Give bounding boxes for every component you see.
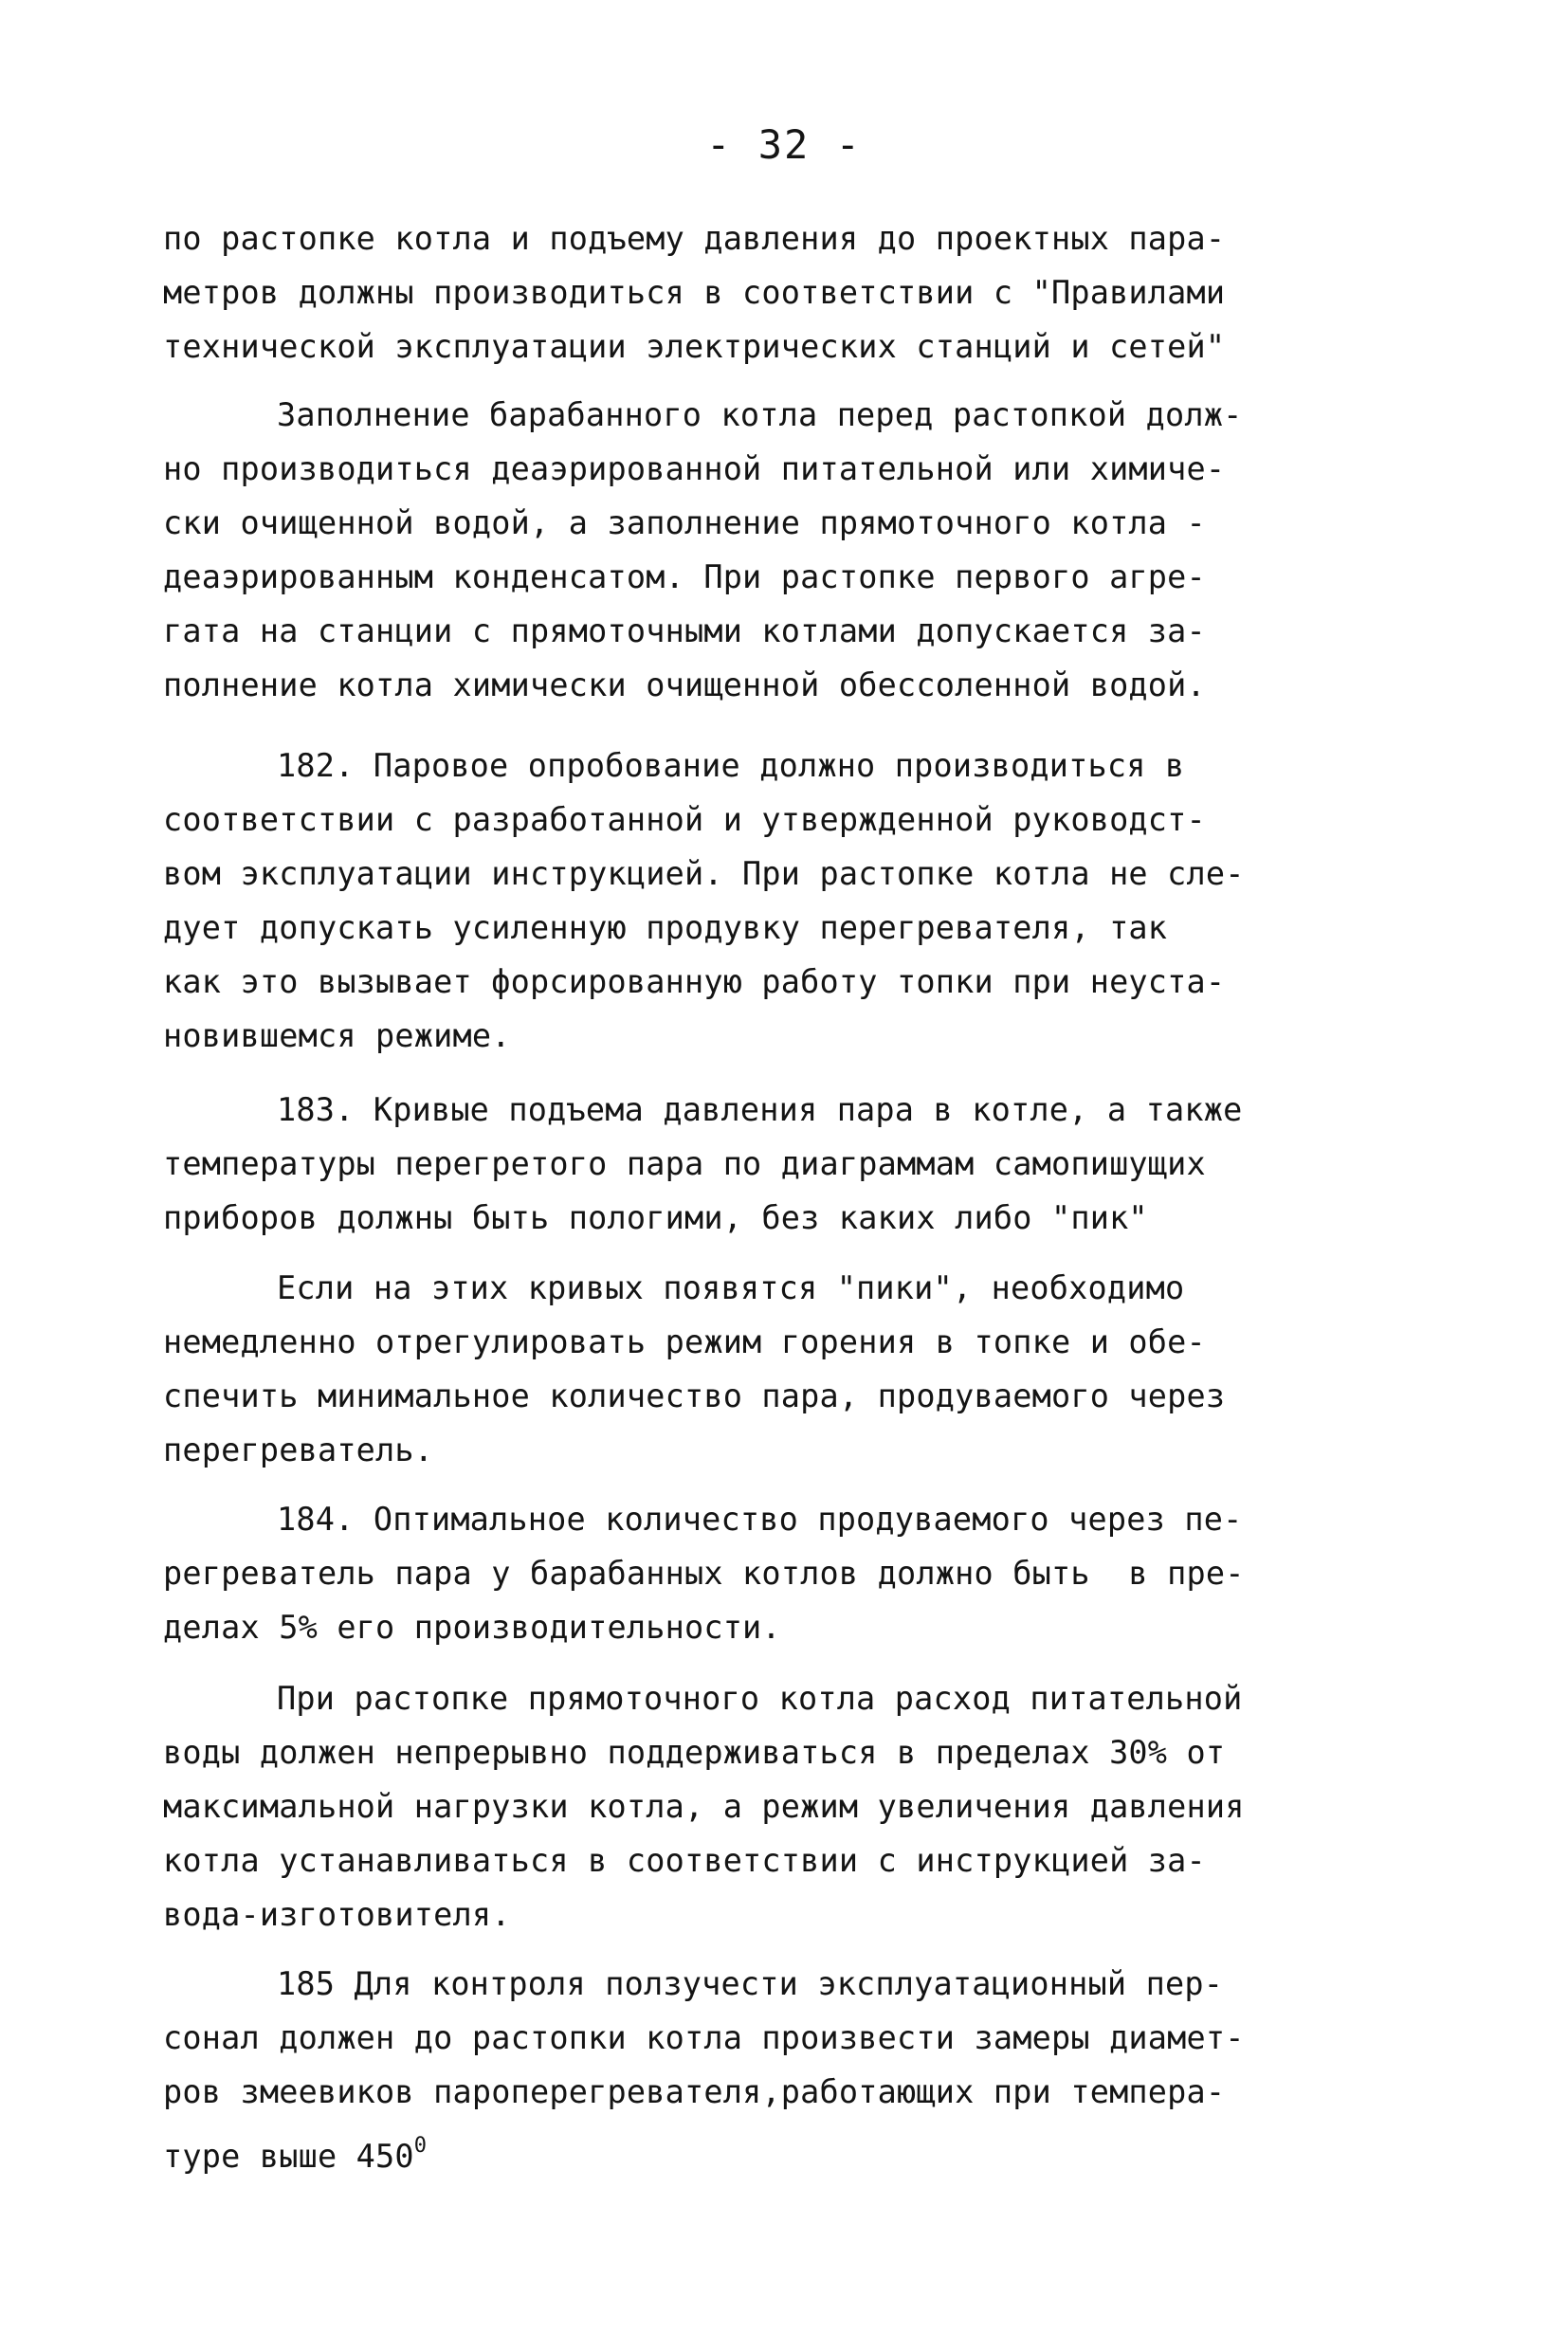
text-line: немедленно отрегулировать режим горения в топке и обе-	[163, 1323, 1206, 1360]
text-line: 183. Кривые подъема давления пара в котле, а также	[277, 1091, 1243, 1128]
text-line: максимальной нагрузки котла, а режим увеличения давления	[163, 1788, 1245, 1825]
text-line: метров должны производиться в соответствии с "Правилами	[163, 274, 1226, 311]
page-number: - 32 -	[706, 121, 862, 168]
text-line: ров змеевиков пароперегревателя,работающих при темпера-	[163, 2073, 1226, 2110]
text-line: 184. Оптимальное количество продуваемого через пе-	[277, 1501, 1243, 1538]
text-line: гата на станции с прямоточными котлами допускается за-	[163, 612, 1206, 649]
paragraph-7	[163, 1671, 1414, 1942]
paragraph-2	[163, 388, 1414, 712]
text-line: 185 Для контроля ползучести эксплуатационный пер-	[277, 1965, 1224, 2002]
text-line: дует допускать усиленную продувку перегревателя, так	[163, 909, 1168, 946]
text-line: ски очищенной водой, а заполнение прямоточного котла -	[163, 504, 1206, 541]
text-line: При растопке прямоточного котла расход питательной	[277, 1680, 1243, 1717]
text-line: воды должен непрерывно поддерживаться в пределах 30% от	[163, 1734, 1226, 1771]
text-line: соответствии с разработанной и утвержденной руководст-	[163, 801, 1206, 838]
paragraph-1	[163, 211, 1414, 374]
text-line-last	[163, 2119, 1414, 2173]
paragraph-182	[163, 738, 1414, 1063]
text-line: как это вызывает форсированную работу топки при неуста-	[163, 963, 1226, 1000]
text-line: спечить минимальное количество пара, продуваемого через	[163, 1377, 1226, 1414]
text-fragment: туре выше 450	[163, 2138, 414, 2175]
text-line: деаэрированным конденсатом. При растопке первого агре-	[163, 558, 1206, 595]
text-line: регреватель пара у барабанных котлов должно быть в пре-	[163, 1555, 1245, 1592]
text-line: но производиться деаэрированной питательной или химиче-	[163, 450, 1226, 487]
text-line: по растопке котла и подъему давления до проектных пара-	[163, 220, 1226, 257]
text-line: перегреватель.	[163, 1431, 434, 1468]
text-line: новившемся режиме.	[163, 1017, 511, 1054]
text-line: температуры перегретого пара по диаграммам самопишущих	[163, 1145, 1206, 1182]
paragraph-5	[163, 1261, 1414, 1477]
text-line: вом эксплуатации инструкцией. При растопке котла не сле-	[163, 855, 1245, 892]
text-line: делах 5% его производительности.	[163, 1609, 781, 1646]
text-line: технической эксплуатации электрических станций и сетей"	[163, 328, 1226, 365]
paragraph-183	[163, 1083, 1414, 1245]
text-line: приборов должны быть пологими, без каких либо "пик"	[163, 1199, 1148, 1236]
text-line: сонал должен до растопки котла произвести замеры диамет-	[163, 2019, 1245, 2056]
degree-superscript: 0	[413, 2134, 428, 2158]
text-line: полнение котла химически очищенной обессоленной водой.	[163, 666, 1206, 703]
text-line: котла устанавливаться в соответствии с инструкцией за-	[163, 1842, 1206, 1879]
text-line: 182. Паровое опробование должно производиться в	[277, 747, 1185, 784]
paragraph-185	[163, 1957, 1414, 2173]
text-line: Если на этих кривых появятся "пики", необходимо	[277, 1269, 1185, 1306]
text-line: вода-изготовителя.	[163, 1896, 511, 1933]
text-line: Заполнение барабанного котла перед растопкой долж-	[277, 396, 1243, 433]
paragraph-184	[163, 1492, 1414, 1654]
